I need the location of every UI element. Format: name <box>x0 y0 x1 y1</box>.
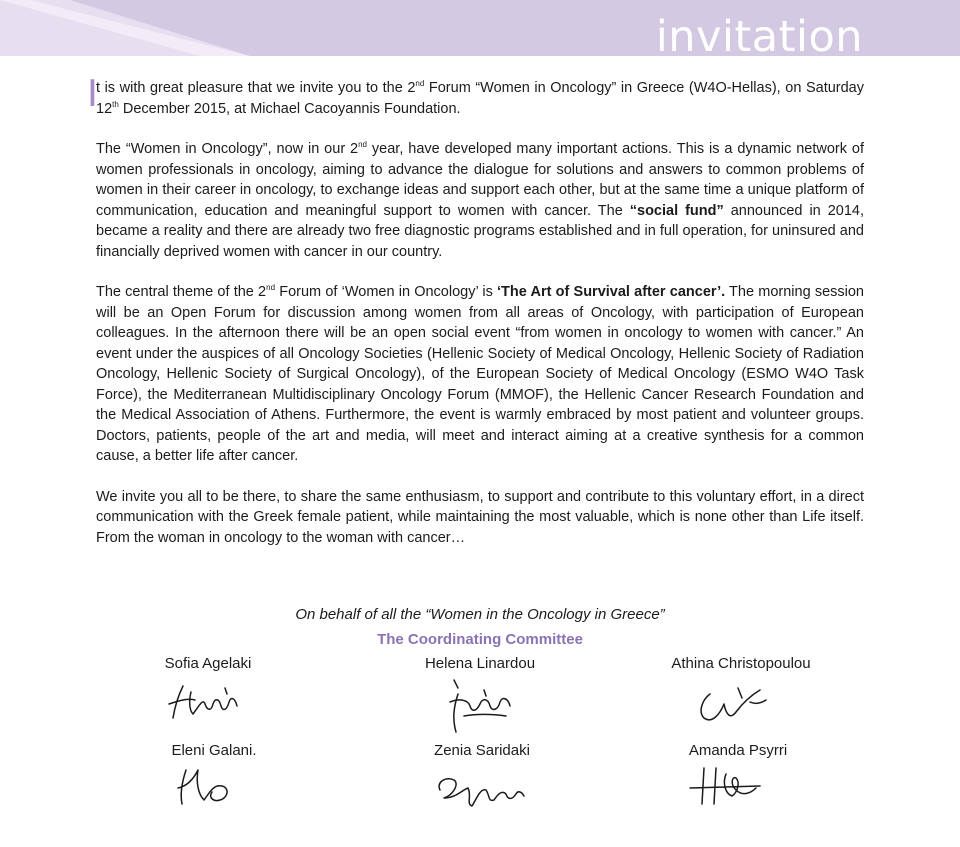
paragraph-intro <box>87 72 864 119</box>
signature-image <box>440 676 520 736</box>
paragraph-actions <box>96 139 864 262</box>
invitation-body <box>87 72 864 568</box>
signature-image <box>165 680 245 724</box>
text: announced in 2014, became a reality and there are already two free diagnostic programs established and in full operation, for uninsured and financially deprived women with cancer in our country. <box>96 202 864 260</box>
ordinal-suffix: th <box>112 99 119 109</box>
ordinal-suffix: nd <box>358 140 368 149</box>
on-behalf-line: On behalf of all the “Women in the Oncology in Greece” <box>295 606 665 623</box>
signature-image <box>690 680 770 730</box>
signature-image <box>176 764 236 808</box>
theme-emphasis: ‘The Art of Survival after cancer’. <box>497 284 726 300</box>
signer-name: Eleni Galani. <box>171 742 257 759</box>
signer-name: Athina Christopoulou <box>671 655 811 672</box>
signer-name: Zenia Saridaki <box>434 742 530 759</box>
committee-title: The Coordinating Committee <box>377 631 583 648</box>
signer-name: Sofia Agelaki <box>164 655 252 672</box>
drop-cap: I <box>87 72 98 115</box>
text: The “Women in Oncology”, now in our 2 <box>96 141 359 157</box>
paragraph-theme <box>96 282 864 467</box>
social-fund-emphasis: “social fund” <box>629 202 724 219</box>
ordinal-suffix: nd <box>415 79 425 88</box>
paragraph-closing: We invite you all to be there, to share the same enthusiasm, to support and contribute to this voluntary effort, in a direct communication with the Greek female patient, while maintaining the most valuable, which is none other than Life itself. From the woman in oncology to the woman with cancer… <box>96 488 864 546</box>
text: The central theme of the 2 <box>96 284 267 300</box>
text: Forum of ‘Women in Oncology’ is <box>275 284 498 300</box>
signer-name: Helena Linardou <box>424 655 536 672</box>
text: Forum “Women in Oncology” in Greece (W4O-Hellas), on Saturday 12 <box>96 80 864 117</box>
text: December 2015, at Michael Cacoyannis Foundation. <box>118 100 461 117</box>
signer-name: Amanda Psyrri <box>688 742 788 759</box>
page-title: invitation <box>655 12 863 62</box>
ordinal-suffix: nd <box>266 283 276 292</box>
text: The morning session will be an Open Forum for discussion among women from all areas of Oncology, with participation of European colleagues. In the afternoon there will be an open social event “from women in oncology to women with cancer.” An event under the auspices of all Oncology Societies (Hellenic Society of Medical Oncology, Hellenic Society of Radiation Oncology, Hellenic Society of Surgical Oncology), of the European Society of Medical Oncology (ESMO W4O Task Force), the Mediterranean Multidisciplinary Oncology Forum (MMOF), the Hellenic Cancer Research Foundation and the Medical Association of Athens. Furthermore, the event is warmly embraced by most patient and volunteer groups. Doctors, patients, people of the art and media, will meet and interact aiming at a creative synthesis for a common cause, a better life after cancer. <box>96 284 864 464</box>
text: t is with great pleasure that we invite you to the 2 <box>96 80 416 96</box>
banner-fold-decoration <box>0 0 260 56</box>
signature-image <box>432 770 528 810</box>
signature-image <box>686 764 766 808</box>
text: year, have developed many important actions. This is a dynamic network of women professionals in oncology, aiming to advance the dialogue for solutions and answers to common problems of women in their career in oncology, to exchange ideas and support each other, but at the same time a unique platform of communication, education and meaningful support to women with cancer. The <box>96 141 864 219</box>
header-banner <box>0 0 960 62</box>
